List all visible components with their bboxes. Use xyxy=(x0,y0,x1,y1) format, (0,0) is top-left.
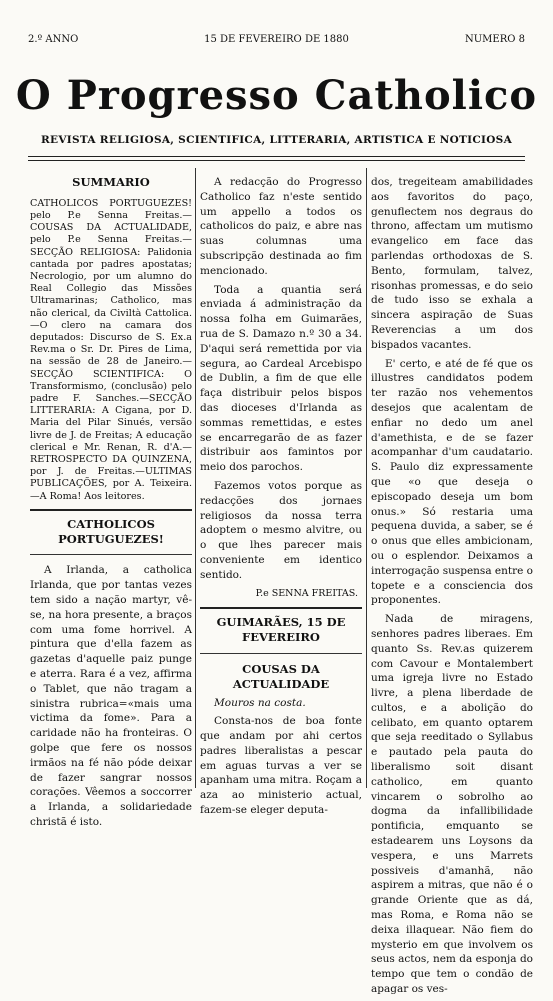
dateline: GUIMARÃES, 15 DE FEVEREIRO xyxy=(216,615,346,645)
paragraph: Fazemos votos porque as redacções dos jornaes religiosos da nossa terra adoptem o mesmo alvitre, ou o que lhes parecer mais conveniente em identico sentido. xyxy=(200,479,362,581)
column-2 xyxy=(200,175,362,822)
divider xyxy=(200,607,362,609)
paragraph: A redacção do Progresso Catholico faz n'este sentido um appello a todos os catholicos do paiz, e abre nas suas columnas uma subscripção destinada ao fim mencionado. xyxy=(200,176,362,277)
section-title: COUSAS DA ACTUALIDADE xyxy=(232,661,330,691)
paragraph: Toda a quantia será enviada á administração da nossa folha em Guimarães, rua de S. Damazo n.º 30 a 34. D'aqui será remettida por via segura, ao Cardeal Arcebispo de Dublin, a fim de que elle faça distribuir pelos bispos das dioceses d'Irlanda as sommas remettidas, e estes se encarregarão de as fazer distribuir aos famintos por meio dos parochos. xyxy=(200,283,362,474)
issue-date: 15 DE FEVEREIRO DE 1880 xyxy=(204,34,349,45)
divider xyxy=(30,509,192,511)
divider xyxy=(30,554,192,555)
column-divider xyxy=(366,168,367,788)
column-3 xyxy=(371,175,533,1001)
article-title: CATHOLICOS PORTUGUEZES! xyxy=(58,516,164,546)
column-1 xyxy=(30,175,192,834)
volume-label: 2.º ANNO xyxy=(28,34,79,45)
article-text: A Irlanda, a catholica Irlanda, que por tantas vezes tem sido a nação martyr, vê-se, na hora presente, a braços com uma fome horrivel. A pintura que d'ella fazem as gazetas d'aquelle paiz punge e aterra. Rara é a vez, affirma o Tablet, que não tragam a sinistra rubrica=«mais uma victima da fome». Para a caridade não ha fronteiras. O golpe que fere os nossos irmãos na fé não póde deixar de fazer sangrar nossos corações. Vêemos a soccorrer a Irlanda, a solidariedade christã é isto. xyxy=(30,564,192,829)
signature: P.e SENNA FREITAS. xyxy=(255,587,358,599)
header-rule xyxy=(28,156,525,157)
newspaper-title: O Progresso Catholico xyxy=(15,72,538,119)
paragraph: E' certo, e até de fé que os illustres candidatos podem ter razão nos vehementos desejos que acalentam de enfiar no dedo um anel d'amethista, e de se fazer acompanhar d'um caudatario. S. Paulo diz expressamente que «o que deseja o episcopado deseja um bom onus.» Só restaria uma pequena duvida, a saber, se é o onus que elles ambicionam, ou o esplendor. Deixamos a interrogação suspensa entre o topete e a consciencia dos proponentes. xyxy=(371,357,534,607)
summary-title: SUMMARIO xyxy=(72,175,150,189)
header-rule-double xyxy=(28,160,525,161)
divider xyxy=(200,653,362,654)
summary-text: CATHOLICOS PORTUGUEZES! pelo P.e Senna Freitas.—COUSAS DA ACTUALIDADE, pelo P.e Senna Freitas.—SECÇÃO RELIGIOSA: Palidonia cantada por padres apostatas; Necrologio, por um alumno do Real Collegio das Missões Ultramarinas; Catholico, mas não clerical, da Civiltà Cattolica.—O clero na camara dos deputados: Discurso de S. Ex.a Rev.ma o Sr. Dr. Pires de Lima, na sessão de 28 de Janeiro.—SECÇÃO SCIENTIFICA: O Transformismo, (conclusão) pelo padre F. Sanches.—SECÇÃO LITTERARIA: A Cigana, por D. Maria del Pilar Sinués, versão livre de J. de Freitas; A educação clerical e Mr. Renan, R. d'A.—RETROSPECTO DA QUINZENA, por J. de Freitas.—ULTIMAS PUBLICAÇÕES, por A. Teixeira.—A Roma! Aos leitores. xyxy=(30,197,192,502)
newspaper-subtitle: REVISTA RELIGIOSA, SCIENTIFICA, LITTERARIA, ARTISTICA E NOTICIOSA xyxy=(40,134,513,146)
paragraph: Nada de miragens, senhores padres liberaes. Em quanto Ss. Rev.as quizerem com Cavour e Montalembert uma igreja livre no Estado livre, a plena liberdade de cultos, e a abolição do celibato, em quanto optarem que seja reeditado o Syllabus e pautado pela pauta do liberalismo soit disant catholico, em quanto vincarem o sobrolho ao dogma da infallibilidade pontificia, emquanto se estadearem uns Loysons da vespera, e uns Marrets possiveis d'amanhã, não aspirem a mitras, que não é o grande Oriente que as dá, mas Roma, e Roma não se deixa illaquear. Não fiem do mysterio em que involvem os seus actos, nem da esponja do tempo que tem o condão de apagar os ves- xyxy=(371,613,533,996)
column-divider xyxy=(195,168,196,788)
subhead: Mouros na costa. xyxy=(214,696,306,709)
paragraph: Consta-nos de boa fonte que andam por ahi certos padres liberalistas a pescar em aguas turvas a ver se apanham uma mitra. Roçam a aza ao ministerio actual, fazem-se eleger deputa- xyxy=(200,715,362,817)
issue-number: NUMERO 8 xyxy=(465,34,525,45)
paragraph: dos, tregeiteam amabilidades aos favoritos do paço, genuflectem nos degraus do throno, affectam um mutismo evangelico em face das parlendas orthodoxas de S. Bento, formulam, talvez, risonhas promessas, e do seio de tudo isso se exhala a sincera aspiração de Suas Reverencias a um dos bispados vacantes. xyxy=(371,176,533,351)
